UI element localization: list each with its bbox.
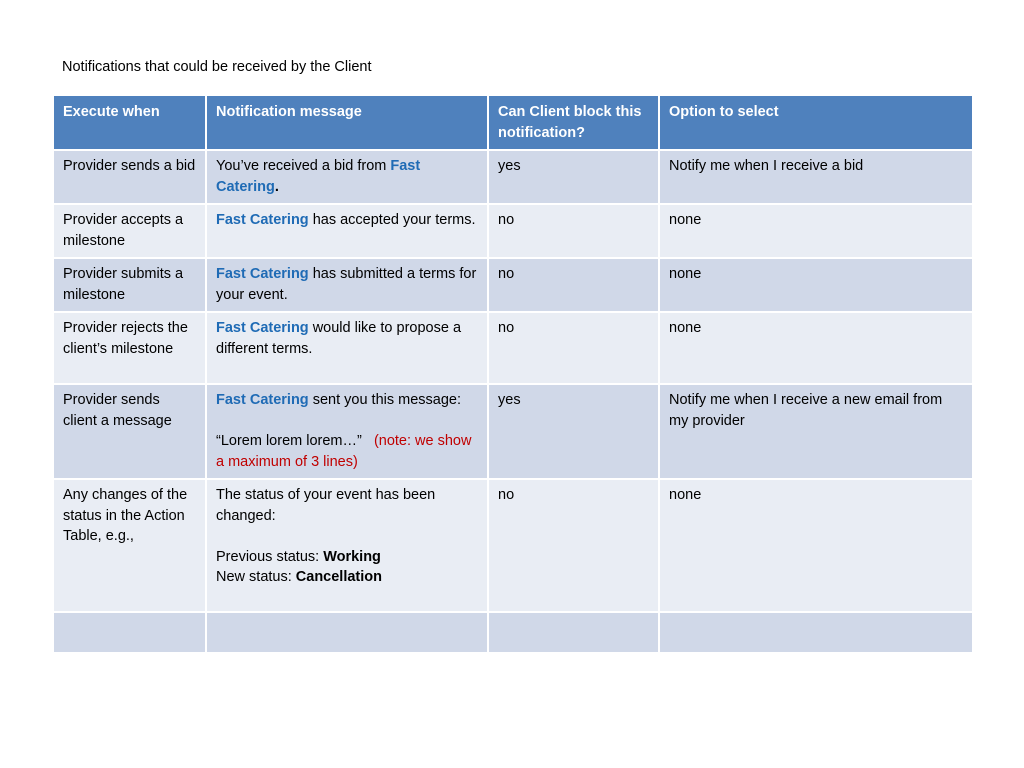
table-row [53, 384, 973, 479]
table-row [53, 312, 973, 384]
message-text: has submitted a terms for your event. [216, 266, 477, 303]
provider-name: Fast Catering [216, 212, 309, 228]
message-text: has accepted your terms. [308, 212, 476, 228]
header-notification-message: Notification message [206, 95, 488, 150]
page-title: Notifications that could be received by the Client [62, 59, 372, 75]
table-row [53, 150, 973, 204]
cell-option: none [659, 312, 973, 384]
provider-name: Fast Catering [216, 320, 309, 336]
cell-option: Notify me when I receive a bid [659, 150, 973, 204]
previous-status-value: Working [323, 548, 381, 565]
cell-can-block [488, 612, 659, 653]
provider-name: Fast Catering [216, 392, 309, 408]
cell-execute-when: Provider sends client a message [53, 384, 206, 479]
message-text: The status of your event has been changed: [216, 487, 436, 524]
cell-can-block: no [488, 204, 659, 258]
cell-can-block: no [488, 479, 659, 612]
cell-execute-when: Provider rejects the client’s milestone [53, 312, 206, 384]
cell-notification-message [206, 258, 488, 312]
cell-option: Notify me when I receive a new email from my provider [659, 384, 973, 479]
cell-option: none [659, 204, 973, 258]
cell-notification-message [206, 312, 488, 384]
new-status-value: Cancellation [295, 569, 382, 585]
provider-name: Fast Catering [216, 266, 309, 282]
table-row [53, 204, 973, 258]
cell-execute-when: Provider submits a milestone [53, 258, 206, 312]
cell-execute-when: Provider accepts a milestone [53, 204, 206, 258]
message-text: . [274, 178, 279, 195]
cell-can-block: no [488, 258, 659, 312]
cell-can-block: yes [488, 384, 659, 479]
header-can-client-block: Can Client block this notification? [488, 95, 659, 150]
message-quote: “Lorem lorem lorem…” [216, 433, 362, 449]
table-row [53, 258, 973, 312]
cell-notification-message [206, 204, 488, 258]
message-text: would like to propose a different terms. [216, 320, 462, 357]
table-header-row [53, 95, 973, 150]
cell-execute-when: Any changes of the status in the Action Table, e.g., [53, 479, 206, 612]
message-note: (note: we show a maximum of 3 lines) [216, 433, 472, 470]
cell-option: none [659, 258, 973, 312]
message-text: You’ve received a bid from [216, 158, 391, 174]
cell-can-block: yes [488, 150, 659, 204]
new-status-label: New status: [216, 569, 296, 585]
cell-execute-when [53, 612, 206, 653]
cell-notification-message [206, 612, 488, 653]
provider-name: Fast Catering [216, 158, 421, 195]
cell-notification-message [206, 479, 488, 612]
cell-notification-message [206, 150, 488, 204]
cell-can-block: no [488, 312, 659, 384]
cell-execute-when: Provider sends a bid [53, 150, 206, 204]
message-text: sent you this message: [308, 392, 461, 408]
header-option-to-select: Option to select [659, 95, 973, 150]
previous-status-label: Previous status: [216, 548, 324, 565]
cell-notification-message [206, 384, 488, 479]
notifications-table [52, 94, 974, 654]
cell-option [659, 612, 973, 653]
table-row-empty [53, 612, 973, 653]
cell-option: none [659, 479, 973, 612]
header-execute-when: Execute when [53, 95, 206, 150]
table-row [53, 479, 973, 612]
